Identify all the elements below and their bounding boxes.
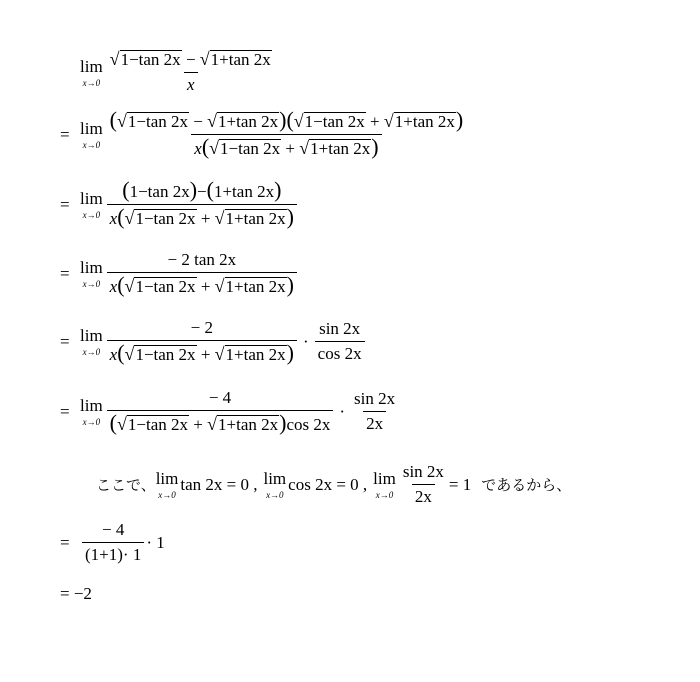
line-3-expand: = lim x→0 (1−tan 2x)−(1+tan 2x) x( √ 1−tan 2x + √ 1+tan 2x ) bbox=[60, 180, 299, 229]
line-6-rearrange: = lim x→0 − 4 ( √ 1−tan 2x + √ 1+tan 2x )cos 2x · $\frac{\sin 2x}{2x}$ bbox=[60, 388, 396, 435]
numerator: √ 1−tan 2x − √ 1+tan 2x bbox=[109, 49, 271, 69]
fraction bbox=[107, 50, 275, 95]
limit-operator: lim x→0 bbox=[80, 56, 103, 88]
line-7-substitute: = $\frac{- 4}{(1+1)\cdot 1}$ · 1 bbox=[60, 520, 165, 564]
final-answer: = −2 bbox=[60, 584, 92, 603]
line-2-rationalize: = lim x→0 ( √ 1−tan 2x − √ 1+tan 2x )( √ 1−tan 2x + √ 1+tan 2x ) x( √ 1−tan 2x + √ 1+tan 2x ) bbox=[60, 107, 464, 159]
line-4-simplify: = lim x→0 − 2 tan 2x x( √ 1−tan 2x + √ 1+tan 2x ) bbox=[60, 250, 299, 297]
line-5-split-tan: = lim x→0 − 2 x( √ 1−tan 2x + √ 1+tan 2x ) · $\frac{\sin 2x}{\cos 2x}$ bbox=[60, 318, 367, 365]
line-1-original-limit bbox=[80, 50, 277, 95]
denominator: x bbox=[184, 72, 198, 95]
note-line: ここで、 lim x→0 tan 2x = 0 , lim x→0 cos 2x = 0 , lim x→0 $\frac{\sin 2x}{2x}$ = 1 であるから、 bbox=[96, 462, 572, 506]
